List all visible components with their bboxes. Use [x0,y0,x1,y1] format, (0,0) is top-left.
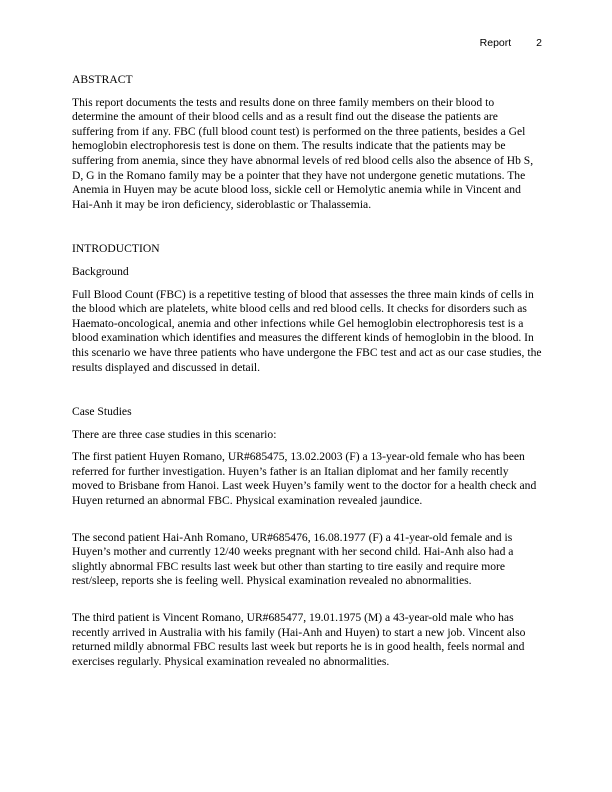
case-spacer [72,597,542,611]
introduction-heading: INTRODUCTION [72,242,160,256]
section-spacer [72,383,542,405]
case-studies-intro: There are three case studies in this scenario: [72,427,277,441]
page-header [480,37,542,49]
case-study-3: The third patient is Vincent Romano, UR#685477, 19.01.1975 (M) a 43-year-old male who has recently arrived in Australia with his family (Hai-Anh and Huyen) to start a new job. Vincent also returned mildly abnormal FBC results last week but reports he is in good health, feels normal and exercises regularly. Physical examination revealed no abnormalities. [72,611,526,668]
case-study-1: The first patient Huyen Romano, UR#685475, 13.02.2003 (F) a 13-year-old female who has been referred for further investigation. Huyen’s father is an Italian diplomat and her family recently moved to Brisbane from Hanoi. Last week Huyen’s family went to the doctor for a health check and Huyen returned an abnormal FBC. Physical examination revealed jaundice. [72,450,537,508]
header-title: Report [479,37,512,49]
case-study-2: The second patient Hai-Anh Romano, UR#685476, 16.08.1977 (F) a 41-year-old female and is Huyen’s mother and currently 12/40 weeks pregnant with her second child. Hai-Anh also had a slightly abnormal FBC results last week but other than starting to tire easily and require more rest/sleep, reports she is feeling well. Physical examination revealed no abnormalities. [72,530,514,588]
background-text: Full Blood Count (FBC) is a repetitive testing of blood that assesses the three main kinds of cells in the blood which are platelets, white blood cells and red blood cells. It checks for disorders such as Haemato-oncological, anemia and other infections while Gel hemoglobin electrophoresis test is a blood examination which identifies and measures the different kinds of hemoglobin in the blood. In this scenario we have three patients who have undergone the FBC test and act as our case studies, the results displayed and discussed in detail. [72,287,542,374]
page-number: 2 [536,37,542,49]
case-studies-heading: Case Studies [72,405,132,419]
document-body [72,73,542,677]
abstract-text: This report documents the tests and results done on three family members on their blood to determine the amount of their blood cells and as a result find out the disease the patients are suffering from if any. FBC (full blood count test) is performed on the three patients, besides a Gel hemoglobin electrophoresis test is done on them. The results indicate that the patients may be suffering from anemia, since they have abnormal levels of red blood cells also the absence of Hb S, D, G in the Romano family may be a pointer that they have not undergone genetic mutations. The Anemia in Huyen may be acute blood loss, sickle cell or Hemolytic anemia while in Vincent and Hai-Anh it may be iron deficiency, sideroblastic or Thalassemia. [72,95,534,211]
case-spacer [72,517,542,531]
abstract-heading: ABSTRACT [72,73,133,86]
background-heading: Background [72,264,129,278]
section-spacer [72,220,542,242]
